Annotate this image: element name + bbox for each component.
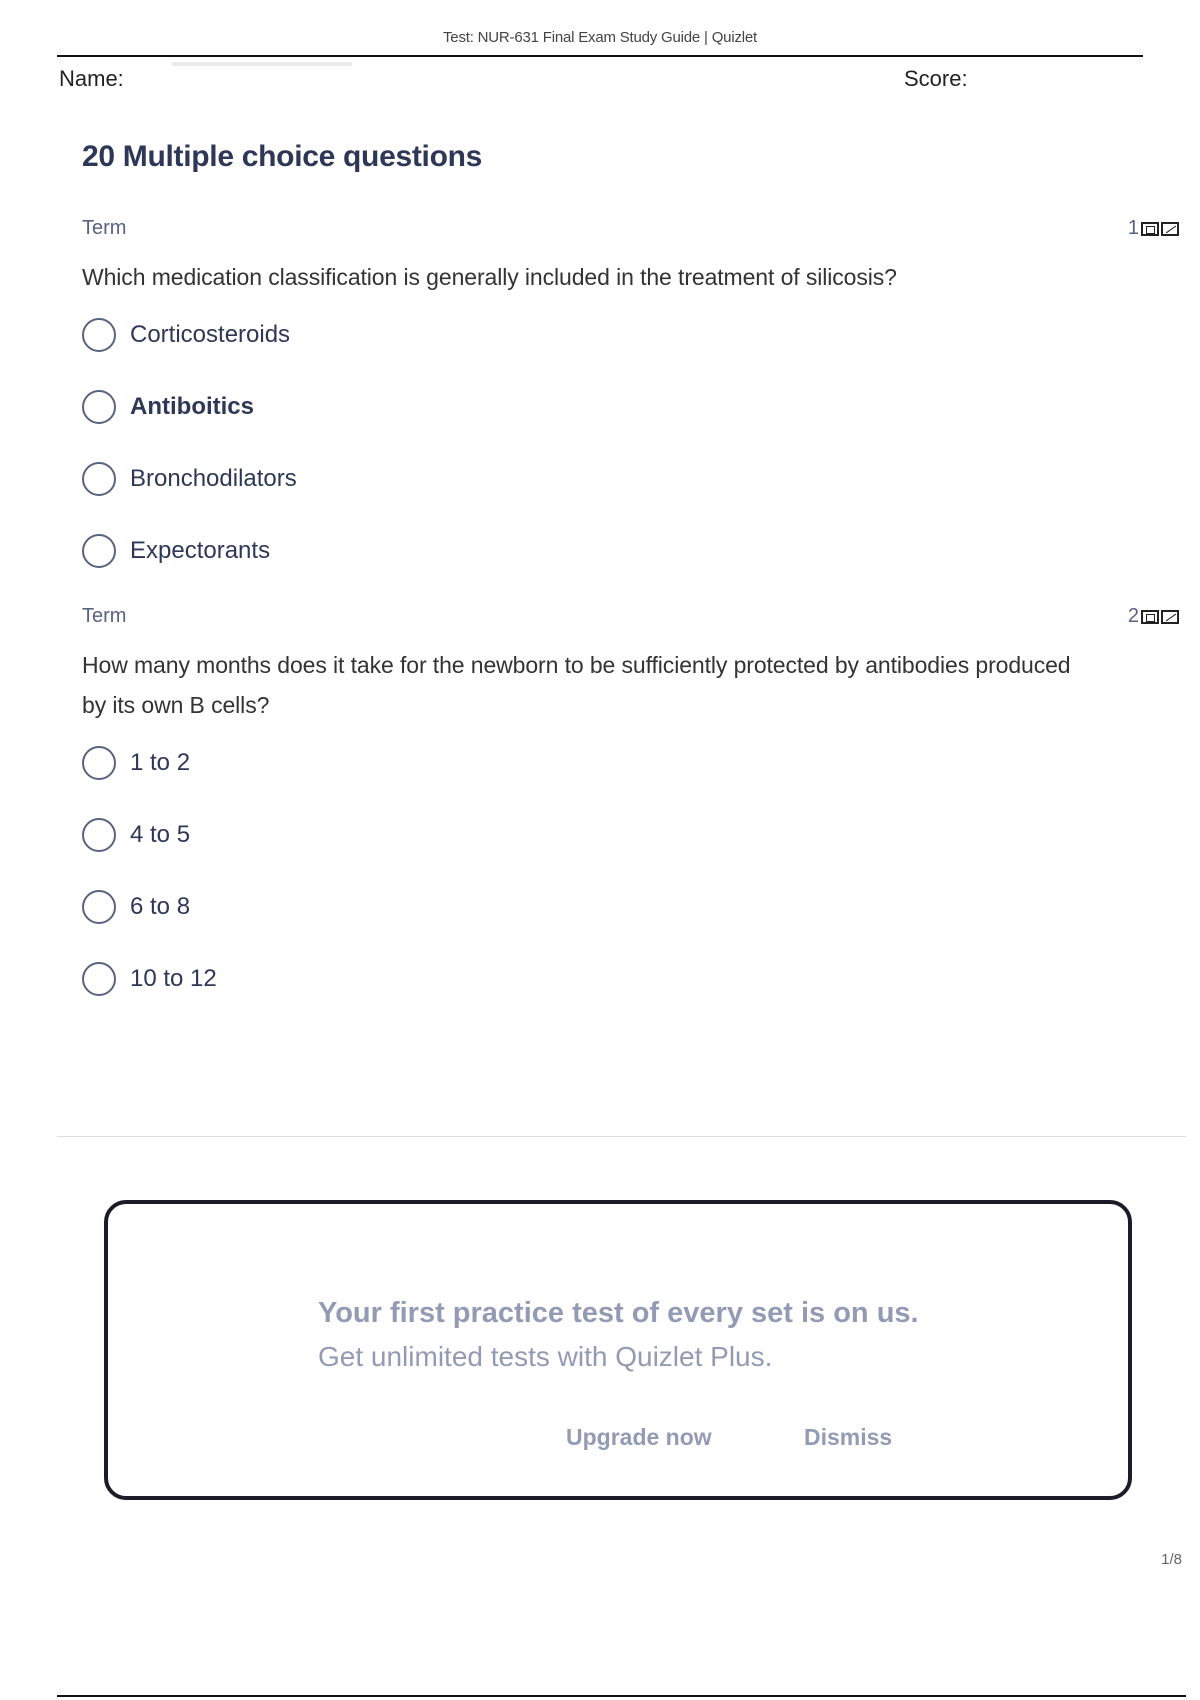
radio-button[interactable] — [82, 818, 116, 852]
content-divider — [57, 1136, 1186, 1137]
answer-option[interactable] — [82, 315, 1182, 355]
answer-option[interactable] — [82, 815, 1182, 855]
question-text: Which medication classification is generally included in the treatment of silicosis? — [82, 264, 897, 290]
question-card — [82, 605, 1182, 1031]
question-number-value: 2 — [1127, 605, 1139, 627]
section-heading: 20 Multiple choice questions — [82, 140, 483, 173]
answer-option-label: 6 to 8 — [130, 893, 191, 920]
radio-button[interactable] — [82, 318, 116, 352]
upgrade-promo-dialog — [104, 1200, 1132, 1500]
name-field[interactable] — [172, 62, 352, 66]
radio-button[interactable] — [82, 890, 116, 924]
answer-option[interactable] — [82, 959, 1182, 999]
answer-option-label: Expectorants — [130, 537, 271, 564]
answer-option-label: 10 to 12 — [130, 965, 217, 992]
footer-divider — [57, 1695, 1186, 1697]
page-number: 1/8 — [1161, 1551, 1182, 1568]
radio-button[interactable] — [82, 390, 116, 424]
answer-option[interactable] — [82, 887, 1182, 927]
radio-button[interactable] — [82, 462, 116, 496]
promo-title: Your first practice test of every set is on us. — [318, 1297, 919, 1329]
term-label: Term — [82, 605, 127, 627]
header-divider — [57, 55, 1143, 57]
question-number — [1128, 217, 1179, 240]
answer-option-label: Antiboitics — [130, 393, 254, 420]
answer-option[interactable] — [82, 531, 1182, 571]
term-label: Term — [82, 217, 127, 239]
radio-button[interactable] — [82, 962, 116, 996]
upgrade-now-button[interactable]: Upgrade now — [566, 1424, 712, 1450]
edit-icon[interactable] — [1161, 222, 1179, 236]
dismiss-button[interactable]: Dismiss — [804, 1424, 893, 1450]
question-number — [1128, 605, 1179, 628]
answer-option-label: Bronchodilators — [130, 465, 297, 492]
question-card — [82, 217, 1182, 603]
answer-option[interactable] — [82, 387, 1182, 427]
document-title: Test: NUR-631 Final Exam Study Guide | Quizlet — [443, 29, 757, 46]
question-text: How many months does it take for the newborn to be sufficiently protected by antibodies produced by its own B cells? — [82, 652, 1071, 718]
answer-option-label: Corticosteroids — [130, 321, 291, 348]
radio-button[interactable] — [82, 746, 116, 780]
answer-options — [82, 315, 1182, 571]
question-number-value: 1 — [1127, 217, 1139, 239]
flag-icon[interactable] — [1141, 222, 1159, 236]
answer-options — [82, 743, 1182, 999]
answer-option-label: 1 to 2 — [130, 749, 191, 776]
name-label: Name: — [59, 66, 124, 91]
answer-option-label: 4 to 5 — [130, 821, 191, 848]
answer-option[interactable] — [82, 743, 1182, 783]
flag-icon[interactable] — [1141, 610, 1159, 624]
promo-subtitle: Get unlimited tests with Quizlet Plus. — [318, 1341, 773, 1372]
score-label: Score: — [904, 66, 968, 91]
answer-option[interactable] — [82, 459, 1182, 499]
edit-icon[interactable] — [1161, 610, 1179, 624]
radio-button[interactable] — [82, 534, 116, 568]
